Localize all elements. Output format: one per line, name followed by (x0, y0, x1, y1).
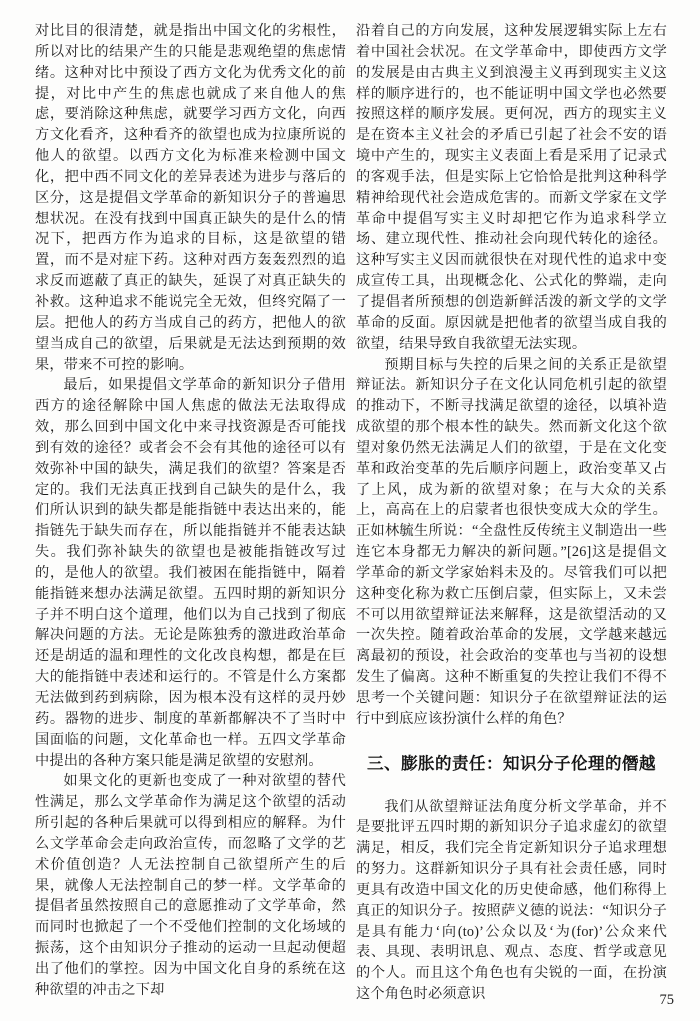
column-left (35, 21, 346, 1021)
paragraph: 我们从欲望辩证法角度分析文学革命，并不是要批评五四时期的新知识分子追求虚幻的欲望满足，相反，我们完全肯定新知识分子追求理想的努力。这群新知识分子具有社会责任感，同时更具有改造中国文化的历史使命感，他们称得上真正的知识分子。按照萨义德的说法：“知识分子是具有能力‘向(to)’公众以及‘为(for)’公众来代表、具现、表明讯息、观点、态度、哲学或意见的个人。而且这个角色也有尖锐的一面，在扮演这个角色时必须意识 (356, 798, 667, 1003)
page-number: 75 (659, 992, 674, 1008)
column-right (356, 21, 667, 1021)
paragraph: 最后，如果提倡文学革命的新知识分子借用西方的途径解除中国人焦虑的做法无法取得成效，那么回到中国文化中来寻找资源是否可能找到有效的途径？或者会不会有其他的途径可以有效弥补中国的缺失，满足我们的欲望？答案是否定的。我们无法真正找到自己缺失的是什么，我们所认识到的缺失都是能指链中表达出来的，能指链先于缺失而存在，所以能指链并不能表达缺失。我们弥补缺失的欲望也是被能指链改写过的，是他人的欲望。我们被困在能指链中，隔着能指链来想办法满足欲望。五四时期的新知识分子并不明白这个道理，他们以为自己找到了彻底解决问题的方法。无论是陈独秀的激进政治革命还是胡适的温和理性的文化改良构想，都是在巨大的能指链中表述和运行的。不管是什么方案都无法做到药到病除，因为根本没有这样的灵丹妙药。器物的进步、制度的革新都解决不了当时中国面临的问题，文化革命也一样。五四文学革命中提出的各种方案只能是满足欲望的安慰剂。 (35, 377, 346, 769)
paragraph: 如果文化的更新也变成了一种对欲望的替代性满足，那么文学革命作为满足这个欲望的活动所引起的各种后果就可以得到相应的解释。为什么文学革命会走向政治宣传，而忽略了文学的艺术价值创造？人无法控制自己欲望所产生的后果，就像人无法控制自己的梦一样。文学革命的提倡者虽然按照自己的意愿推动了文学革命，然而同时也掀起了一个不受他们控制的文化场域的振荡，这个由知识分子推动的运动一旦起动便超出了他们的掌控。因为中国文化自身的系统在这种欲望的冲击之下却 (35, 773, 346, 998)
paragraph: 对比目的很清楚，就是指出中国文化的劣根性，所以对比的结果产生的只能是悲观绝望的焦虑情绪。这种对比中预设了西方文化为优秀文化的前提，对比中产生的焦虑也就成了来自他人的焦虑，要消除这种焦虑，就要学习西方文化，向西方文化看齐，这种看齐的欲望也成为拉康所说的他人的欲望。以西方文化为标准来检测中国文化，把中西不同文化的差异表述为进步与落后的区分，这是提倡文学革命的新知识分子的普遍思想状况。在没有找到中国真正缺失的是什么的情况下，把西方作为追求的目标，这是欲望的错置，而不是对症下药。这种对西方轰轰烈烈的追求反而遮蔽了真正的缺失，延误了对真正缺失的补救。这种追求不能说完全无效，但终究隔了一层。把他人的药方当成自己的药方，把他人的欲望当成自己的欲望，后果就是无法达到预期的效果，带来不可控的影响。 (35, 23, 346, 373)
paragraph: 预期目标与失控的后果之间的关系正是欲望辩证法。新知识分子在文化认同危机引起的欲望的推动下，不断寻找满足欲望的途径，以填补造成欲望的那个根本性的缺失。然而新文化这个欲望对象仍然无法满足人们的欲望，于是在文化变革和政治变革的先后顺序问题上，政治变革又占了上风，成为新的欲望对象；在与大众的关系上，高高在上的启蒙者也很快变成大众的学生。正如林毓生所说：“全盘性反传统主义制造出一些连它本身都无力解决的新问题。”[26]这是提倡文学革命的新文学家始料未及的。尽管我们可以把这种变化称为救亡压倒启蒙，但实际上，又未尝不可以用欲望辩证法来解释，这是欲望活动的又一次失控。随着政治革命的发展，文学越来越远离最初的预设，社会政治的变革也与当初的设想发生了偏离。这种不断重复的失控让我们不得不思考一个关键问题：知识分子在欲望辩证法的运行中到底应该扮演什么样的角色？ (356, 356, 667, 727)
paragraph: 沿着自己的方向发展，这种发展逻辑实际上左右着中国社会状况。在文学革命中，即使西方文学的发展是由古典主义到浪漫主义再到现实主义这样的顺序进行的，也不能证明中国文学也必然要按照这样的顺序发展。更何况，西方的现实主义是在资本主义社会的矛盾已引起了社会不安的语境中产生的，现实主义表面上看是采用了记录式的客观手法，但是实际上它恰恰是批判这种科学精神给现代社会造成危害的。而新文学家在文学革命中提倡写实主义时却把它作为追求科学立场、建立现代性、推动社会向现代转化的途径。这种写实主义因而就很快在对现代性的追求中变成宣传工具，出现概念化、公式化的弊端，走向了提倡者所预想的创造新鲜活泼的新文学的文学革命的反面。原因就是把他者的欲望当成自我的欲望，结果导致自我欲望无法实现。 (356, 23, 667, 352)
section-heading: 三、膨胀的责任：知识分子伦理的僭越 (367, 754, 656, 773)
